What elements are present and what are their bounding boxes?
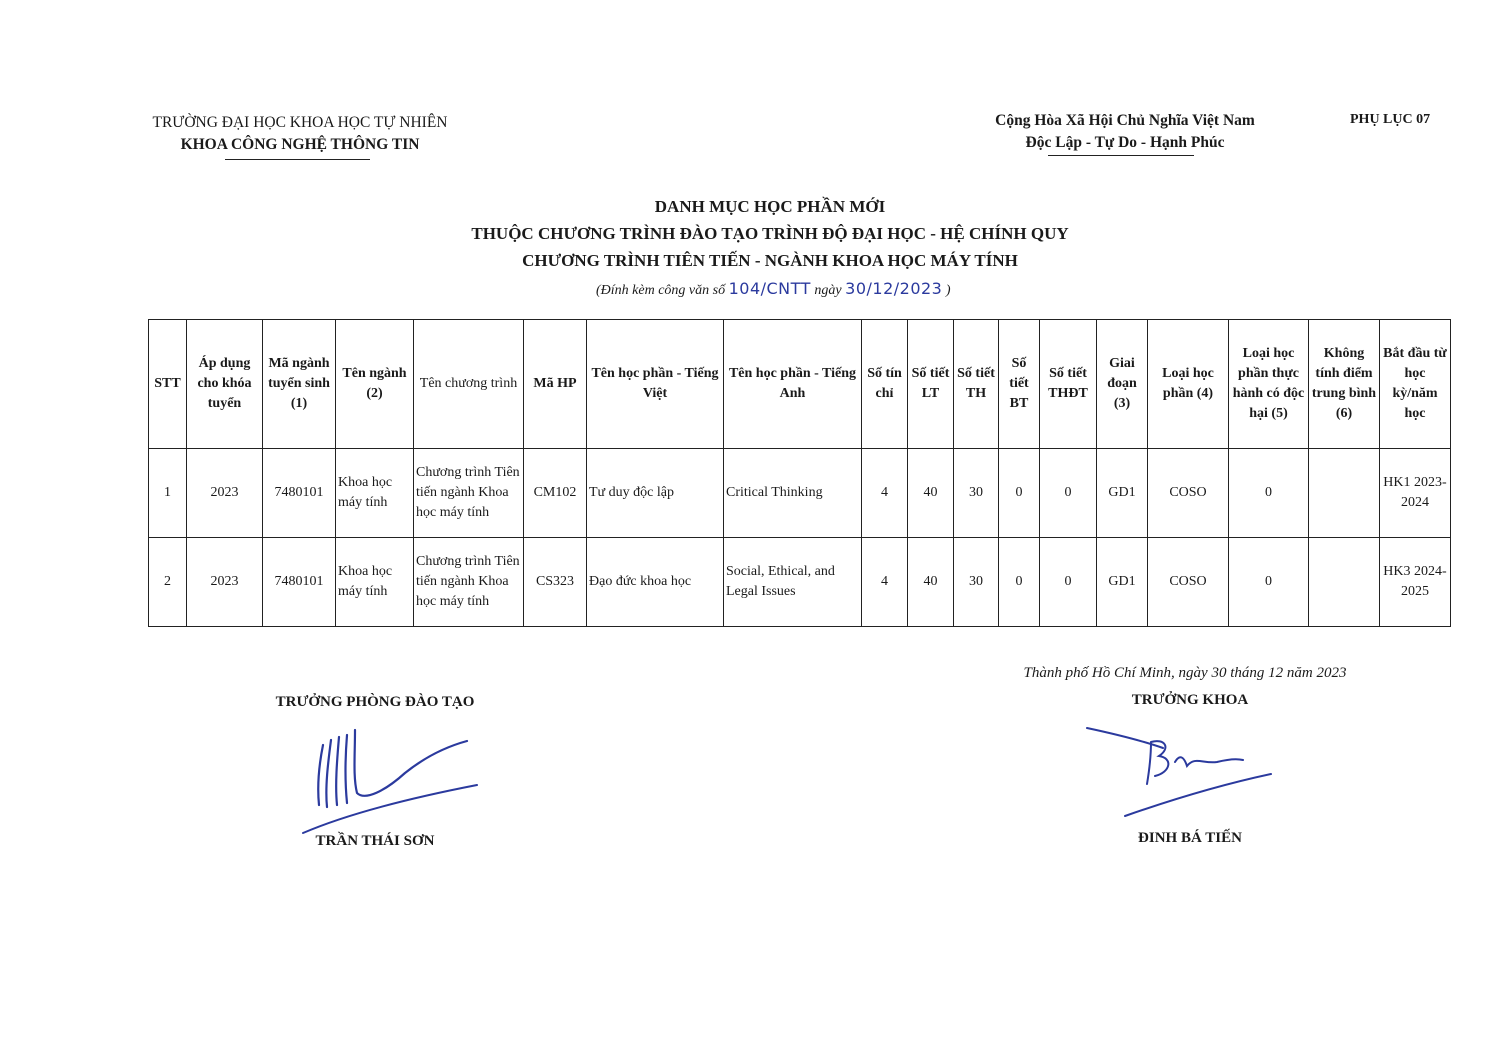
cell-practice-hours: 30 xyxy=(954,538,999,627)
cell-major-name: Khoa học máy tính xyxy=(336,449,414,538)
cell-course-type: COSO xyxy=(1148,538,1229,627)
cell-intake: 2023 xyxy=(187,449,263,538)
cell-exercise-hours: 0 xyxy=(999,538,1040,627)
cell-phase: GD1 xyxy=(1097,449,1148,538)
table-header-row xyxy=(149,320,1451,449)
attachment-prefix: (Đính kèm công văn số xyxy=(596,283,726,298)
table-row xyxy=(149,449,1451,538)
program-title: CHƯƠNG TRÌNH TIÊN TIẾN - NGÀNH KHOA HỌC MÁY TÍNH xyxy=(522,251,1018,270)
cell-course-code: CM102 xyxy=(524,449,587,538)
right-signatory-name: ĐINH BÁ TIẾN xyxy=(1138,830,1242,846)
motto-underline xyxy=(1048,155,1194,156)
cell-course-type: COSO xyxy=(1148,449,1229,538)
university-name: TRƯỜNG ĐẠI HỌC KHOA HỌC TỰ NHIÊN xyxy=(152,114,448,131)
cell-field-hours: 0 xyxy=(1040,449,1097,538)
cell-major-code: 7480101 xyxy=(263,538,336,627)
right-signature-icon xyxy=(1085,718,1275,828)
left-signature-icon xyxy=(295,715,485,840)
national-motto: Độc Lập - Tự Do - Hạnh Phúc xyxy=(1025,134,1225,151)
cell-hazardous-practice: 0 xyxy=(1229,449,1309,538)
document-title: DANH MỤC HỌC PHẦN MỚI xyxy=(654,197,886,216)
document-subtitle: THUỘC CHƯƠNG TRÌNH ĐÀO TẠO TRÌNH ĐỘ ĐẠI HỌC - HỆ CHÍNH QUY xyxy=(471,224,1069,243)
cell-intake: 2023 xyxy=(187,538,263,627)
header-start-term: Bắt đầu từ học kỳ/năm học xyxy=(1380,320,1451,449)
cell-stt: 1 xyxy=(149,449,187,538)
handwritten-doc-number: 104/CNTT xyxy=(728,279,811,298)
header-course-type: Loại học phần (4) xyxy=(1148,320,1229,449)
cell-course-name-en: Social, Ethical, and Legal Issues xyxy=(724,538,862,627)
cell-program-name: Chương trình Tiên tiến ngành Khoa học máy tính xyxy=(414,449,524,538)
faculty-name: KHOA CÔNG NGHỆ THÔNG TIN xyxy=(180,136,420,153)
left-signatory-title: TRƯỞNG PHÒNG ĐÀO TẠO xyxy=(275,694,475,710)
left-signatory-name: TRẦN THÁI SƠN xyxy=(315,833,435,849)
cell-stt: 2 xyxy=(149,538,187,627)
cell-excluded-gpa xyxy=(1309,449,1380,538)
national-header xyxy=(960,110,1290,154)
cell-theory-hours: 40 xyxy=(908,538,954,627)
cell-program-name: Chương trình Tiên tiến ngành Khoa học máy tính xyxy=(414,538,524,627)
course-table xyxy=(148,319,1451,627)
faculty-underline xyxy=(225,159,370,160)
table-row xyxy=(149,538,1451,627)
cell-course-name-vi: Đạo đức khoa học xyxy=(587,538,724,627)
header-major-name: Tên ngành (2) xyxy=(336,320,414,449)
cell-credits: 4 xyxy=(862,538,908,627)
cell-course-code: CS323 xyxy=(524,538,587,627)
header-hazardous-practice: Loại học phần thực hành có độc hại (5) xyxy=(1229,320,1309,449)
cell-major-code: 7480101 xyxy=(263,449,336,538)
cell-start-term: HK3 2024-2025 xyxy=(1380,538,1451,627)
header-practice-hours: Số tiết TH xyxy=(954,320,999,449)
appendix-label: PHỤ LỤC 07 xyxy=(1350,112,1431,127)
attachment-date-label: ngày xyxy=(814,283,842,298)
cell-exercise-hours: 0 xyxy=(999,449,1040,538)
cell-course-name-en: Critical Thinking xyxy=(724,449,862,538)
header-stt: STT xyxy=(149,320,187,449)
cell-start-term: HK1 2023-2024 xyxy=(1380,449,1451,538)
header-course-name-en: Tên học phần - Tiếng Anh xyxy=(724,320,862,449)
cell-phase: GD1 xyxy=(1097,538,1148,627)
header-field-hours: Số tiết THĐT xyxy=(1040,320,1097,449)
republic-name: Cộng Hòa Xã Hội Chủ Nghĩa Việt Nam xyxy=(995,112,1255,129)
cell-major-name: Khoa học máy tính xyxy=(336,538,414,627)
header-exercise-hours: Số tiết BT xyxy=(999,320,1040,449)
cell-course-name-vi: Tư duy độc lập xyxy=(587,449,724,538)
attachment-reference xyxy=(596,279,951,299)
header-theory-hours: Số tiết LT xyxy=(908,320,954,449)
place-and-date: Thành phố Hồ Chí Minh, ngày 30 tháng 12 năm 2023 xyxy=(1023,665,1347,681)
cell-excluded-gpa xyxy=(1309,538,1380,627)
header-program-name: Tên chương trình xyxy=(414,320,524,449)
header-phase: Giai đoạn (3) xyxy=(1097,320,1148,449)
cell-field-hours: 0 xyxy=(1040,538,1097,627)
cell-theory-hours: 40 xyxy=(908,449,954,538)
cell-practice-hours: 30 xyxy=(954,449,999,538)
handwritten-date: 30/12/2023 xyxy=(845,279,943,298)
right-signatory-title: TRƯỞNG KHOA xyxy=(1131,692,1249,708)
header-excluded-gpa: Không tính điểm trung bình (6) xyxy=(1309,320,1380,449)
header-intake: Áp dụng cho khóa tuyển xyxy=(187,320,263,449)
cell-credits: 4 xyxy=(862,449,908,538)
attachment-suffix: ) xyxy=(945,283,951,298)
header-major-code: Mã ngành tuyển sinh (1) xyxy=(263,320,336,449)
header-course-name-vi: Tên học phần - Tiếng Việt xyxy=(587,320,724,449)
header-credits: Số tín chỉ xyxy=(862,320,908,449)
cell-hazardous-practice: 0 xyxy=(1229,538,1309,627)
organization-header xyxy=(110,112,490,156)
header-course-code: Mã HP xyxy=(524,320,587,449)
